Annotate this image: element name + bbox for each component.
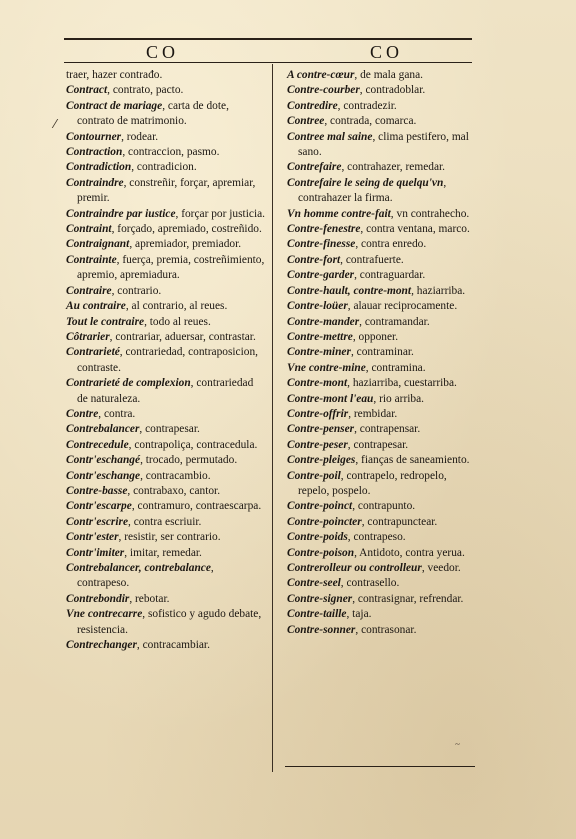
dictionary-entry [287, 438, 473, 453]
entry-headword: Contrefaire le seing de quelqu'vn [287, 176, 444, 189]
dictionary-entry [66, 453, 266, 468]
entry-definition: , contrapesar. [347, 438, 409, 451]
dictionary-entry [66, 207, 266, 222]
entry-headword: Contraignant [66, 238, 130, 251]
dictionary-entry [287, 392, 473, 407]
entry-definition: , contramina. [365, 361, 426, 374]
entry-definition: , contra. [98, 407, 136, 420]
entry-definition: , contrapunctear. [361, 515, 438, 528]
entry-headword: Contrarieté de complexion [66, 377, 191, 390]
entry-definition: , contrasonar. [355, 623, 417, 636]
entry-headword: Contrefaire [287, 161, 342, 174]
entry-definition: , imitar, remedar. [124, 546, 202, 559]
entry-headword: Contre-mont l'eau [287, 392, 374, 405]
entry-headword: Contrebalancer [66, 423, 140, 436]
entry-definition: , trocado, permutado. [140, 454, 238, 467]
entry-headword: Vn homme contre-fait [287, 207, 391, 220]
entry-headword: Contre-poinct [287, 500, 353, 513]
entry-headword: Contre-loüer [287, 300, 348, 313]
entry-definition: , contrapesar. [139, 423, 200, 436]
entry-definition: , contrato, pacto. [107, 84, 184, 97]
dictionary-entry [287, 330, 473, 345]
entry-definition: , contrahazer la firma. [298, 176, 447, 205]
entry-definition: , contra enredo. [355, 238, 427, 251]
entry-headword: Contre-sonner [287, 623, 356, 636]
dictionary-entry [287, 469, 473, 500]
entry-headword: Tout le contraire [66, 315, 145, 328]
entry-headword: Contre-fenestre [287, 223, 361, 236]
entry-headword: Au contraire [66, 300, 126, 313]
dictionary-entry [287, 376, 473, 391]
header-rule-bottom [64, 62, 472, 63]
dictionary-entry [287, 207, 473, 222]
entry-headword: Contrebalancer, contrebalance [66, 562, 211, 574]
dictionary-entry [287, 315, 473, 330]
entry-definition: , contrariar, aduersar, contrastar. [109, 330, 256, 343]
dictionary-entry [287, 499, 473, 514]
entry-definition: , sofistico y agudo debate, resistencia. [77, 608, 262, 636]
dictionary-entry [66, 68, 266, 83]
dictionary-entry [66, 299, 266, 314]
entry-definition: , rio arriba. [373, 392, 425, 405]
entry-definition: , contrapelo, redropelo, repelo, pospelo. [298, 469, 447, 497]
dictionary-entry [66, 237, 266, 252]
dictionary-entry [66, 345, 266, 376]
entry-definition: , rebotar. [129, 592, 170, 605]
entry-headword: Contre-taille [287, 608, 347, 621]
entry-headword: Contourner [66, 130, 122, 143]
entry-definition: , contrario. [111, 284, 162, 297]
entry-headword: Contre-garder [287, 269, 355, 282]
entry-definition: , contrariedad de naturaleza. [77, 377, 254, 405]
dictionary-entry [66, 130, 266, 145]
entry-definition: , vn contrahecho. [390, 207, 470, 220]
entry-definition: , fuerça, premia, costreñimiento, apremio, apremiadura. [77, 253, 265, 282]
dictionary-entry [66, 99, 266, 130]
entry-headword: Contre-signer [287, 592, 353, 605]
entry-headword: Contrechanger [66, 639, 137, 652]
entry-definition: , contradezir. [337, 99, 397, 112]
entry-headword: Contr'imiter [66, 546, 125, 559]
entry-definition: , contradoblar. [359, 84, 426, 97]
dictionary-entry [66, 499, 266, 514]
dictionary-entry [287, 561, 473, 576]
entry-definition: , contrapeso. [347, 531, 406, 544]
entry-definition: , contra escriuir. [128, 515, 202, 528]
entry-headword: Contree mal saine [287, 130, 373, 143]
left-column [66, 68, 266, 653]
entry-definition: , contrapoliça, contracedula. [128, 438, 258, 451]
entry-headword: Contre-poil [287, 469, 341, 482]
entry-definition: , contrasello. [340, 577, 400, 590]
dictionary-entry [287, 345, 473, 360]
footer-rule [285, 766, 475, 767]
entry-definition: , forçar por justicia. [175, 207, 266, 220]
entry-definition: , contrabaxo, cantor. [127, 484, 221, 497]
entry-headword: Contre-poincter [287, 515, 362, 528]
entry-definition: , todo al reues. [144, 315, 211, 328]
dictionary-entry [287, 160, 473, 175]
dictionary-entry [66, 407, 266, 422]
dictionary-entry [66, 145, 266, 160]
entry-headword: Contr'ester [66, 531, 119, 544]
dictionary-entry [287, 237, 473, 252]
entry-definition: , contrafuerte. [340, 253, 404, 266]
dictionary-entry [287, 68, 473, 83]
dictionary-entry [287, 268, 473, 283]
entry-definition: , veedor. [421, 562, 461, 574]
column-divider [272, 64, 273, 772]
dictionary-entry [66, 515, 266, 530]
entry-definition: , Antidoto, contra yerua. [354, 546, 465, 559]
entry-definition: , haziarriba, cuestarriba. [347, 377, 457, 390]
dictionary-entry [287, 176, 473, 207]
dictionary-entry [287, 99, 473, 114]
entry-headword: Contre-mander [287, 315, 360, 328]
entry-headword: Contre-peser [287, 438, 348, 451]
entry-definition: , rodear. [121, 130, 159, 143]
dictionary-entry [287, 114, 473, 129]
dictionary-entry [287, 530, 473, 545]
dictionary-entry [66, 176, 266, 207]
dictionary-entry [66, 592, 266, 607]
entry-headword: Contraint [66, 223, 112, 236]
entry-headword: Contr'eschange [66, 469, 141, 482]
entry-headword: Contre [66, 407, 99, 420]
entry-headword: Contr'escarpe [66, 500, 132, 513]
dictionary-entry [66, 484, 266, 499]
entry-definition: , contrariedad, contraposicion, contraste. [77, 346, 259, 374]
entry-definition: , al contrario, al reues. [125, 300, 228, 313]
entry-headword: Contraire [66, 284, 112, 297]
entry-definition: traer, hazer contrađo. [66, 69, 163, 81]
entry-definition: , constreñir, forçar, apremiar, premir. [77, 176, 256, 205]
dictionary-entry [287, 361, 473, 376]
entry-headword: Contraindre [66, 176, 124, 189]
dictionary-entry [66, 83, 266, 98]
dictionary-entry [287, 576, 473, 591]
entry-headword: Côtrarier [66, 330, 110, 343]
running-head-right: CO [370, 42, 404, 62]
ink-blot-mark: ˜ [454, 742, 461, 758]
dictionary-entry [287, 222, 473, 237]
dictionary-entry [66, 530, 266, 545]
dictionary-entry [66, 253, 266, 284]
entry-definition: , clima pestifero, mal sano. [298, 130, 469, 159]
dictionary-entry [66, 284, 266, 299]
right-column [287, 68, 473, 638]
dictionary-entry [287, 453, 473, 468]
entry-headword: Contre-courber [287, 84, 360, 97]
dictionary-entry [287, 623, 473, 638]
entry-definition: , contramuro, contraescarpa. [131, 500, 262, 513]
entry-headword: Contrarieté [66, 346, 120, 359]
entry-headword: Contract de mariage [66, 99, 163, 112]
entry-definition: , carta de dote, contrato de matrimonio. [77, 99, 229, 128]
entry-definition: , contrasignar, refrendar. [352, 592, 464, 605]
dictionary-entry [287, 592, 473, 607]
dictionary-entry [66, 315, 266, 330]
entry-definition: , resistir, ser contrario. [118, 531, 221, 544]
entry-definition: , alauar reciprocamente. [347, 300, 458, 313]
entry-headword: Contre-poison [287, 546, 355, 559]
running-head-left: CO [146, 42, 180, 62]
entry-definition: , taja. [346, 608, 372, 621]
entry-definition: , contrada, comarca. [324, 115, 417, 128]
dictionary-entry [66, 546, 266, 561]
entry-headword: Contre-seel [287, 577, 341, 590]
entry-headword: Contre-pleiges [287, 454, 356, 467]
entry-headword: Contr'eschangé [66, 454, 141, 467]
entry-headword: Contr'escrire [66, 515, 129, 528]
dictionary-entry [287, 299, 473, 314]
entry-definition: , contrapeso. [77, 562, 214, 590]
dictionary-entry [66, 561, 266, 592]
dictionary-entry [287, 546, 473, 561]
dictionary-entry [66, 330, 266, 345]
dictionary-entry [287, 253, 473, 268]
entry-headword: Contredire [287, 99, 338, 112]
entry-definition: , haziarriba. [411, 284, 466, 297]
entry-definition: , contra ventana, marco. [360, 223, 470, 236]
entry-definition: , contrahazer, remedar. [341, 161, 446, 174]
entry-definition: , contrapensar. [354, 423, 421, 436]
dictionary-entry [66, 376, 266, 407]
dictionary-entry [287, 515, 473, 530]
entry-headword: Contre-hault, contre-mont [287, 284, 412, 297]
dictionary-entry [66, 469, 266, 484]
header-rule-top [64, 38, 472, 40]
entry-definition: , rembidar. [348, 407, 398, 420]
entry-headword: Contrebondir [66, 592, 130, 605]
entry-definition: , apremiador, premiador. [129, 238, 242, 251]
dictionary-entry [66, 607, 266, 638]
entry-definition: , contraminar. [350, 346, 414, 359]
entry-definition: , contradicion. [131, 161, 197, 174]
entry-definition: , contraccion, pasmo. [122, 146, 220, 159]
entry-headword: Contraindre par iustice [66, 207, 176, 220]
entry-definition: , contracambiar. [136, 639, 210, 652]
entry-definition: , contramandar. [359, 315, 430, 328]
entry-headword: Vne contre-mine [287, 361, 366, 374]
entry-headword: Contre-offrir [287, 407, 349, 420]
entry-headword: Contrerolleur ou controlleur [287, 562, 422, 574]
dictionary-entry [287, 407, 473, 422]
entry-headword: Contradiction [66, 161, 132, 174]
entry-headword: Contre-penser [287, 423, 355, 436]
dictionary-entry [287, 607, 473, 622]
entry-headword: Contre-miner [287, 346, 351, 359]
margin-annotation-mark: ⁄ [54, 117, 57, 131]
entry-headword: Contre-poids [287, 531, 348, 544]
entry-definition: , forçado, apremiado, costreñido. [111, 223, 262, 236]
entry-headword: Contrainte [66, 253, 117, 266]
entry-definition: , de mala gana. [354, 69, 424, 81]
dictionary-entry [287, 284, 473, 299]
entry-headword: Contre-mettre [287, 330, 353, 343]
dictionary-entry [66, 422, 266, 437]
dictionary-entry [66, 638, 266, 653]
entry-headword: Contrecedule [66, 438, 129, 451]
dictionary-entry [66, 438, 266, 453]
entry-headword: Contre-fort [287, 253, 341, 266]
entry-headword: Contre-finesse [287, 238, 356, 251]
entry-headword: Contre-basse [66, 484, 128, 497]
entry-headword: Contract [66, 84, 108, 97]
entry-headword: Contree [287, 115, 325, 128]
entry-definition: , contrapunto. [352, 500, 416, 513]
entry-headword: A contre-cœur [287, 69, 355, 81]
entry-headword: Vne contrecarre [66, 608, 143, 621]
dictionary-entry [66, 222, 266, 237]
dictionary-entry [287, 83, 473, 98]
dictionary-entry [66, 160, 266, 175]
dictionary-entry [287, 422, 473, 437]
entry-definition: , opponer. [352, 330, 399, 343]
entry-definition: , fianças de saneamiento. [355, 454, 470, 467]
entry-headword: Contre-mont [287, 377, 348, 390]
entry-definition: , contraguardar. [354, 269, 426, 282]
dictionary-entry [287, 130, 473, 161]
entry-headword: Contraction [66, 146, 123, 159]
entry-definition: , contracambio. [140, 469, 211, 482]
